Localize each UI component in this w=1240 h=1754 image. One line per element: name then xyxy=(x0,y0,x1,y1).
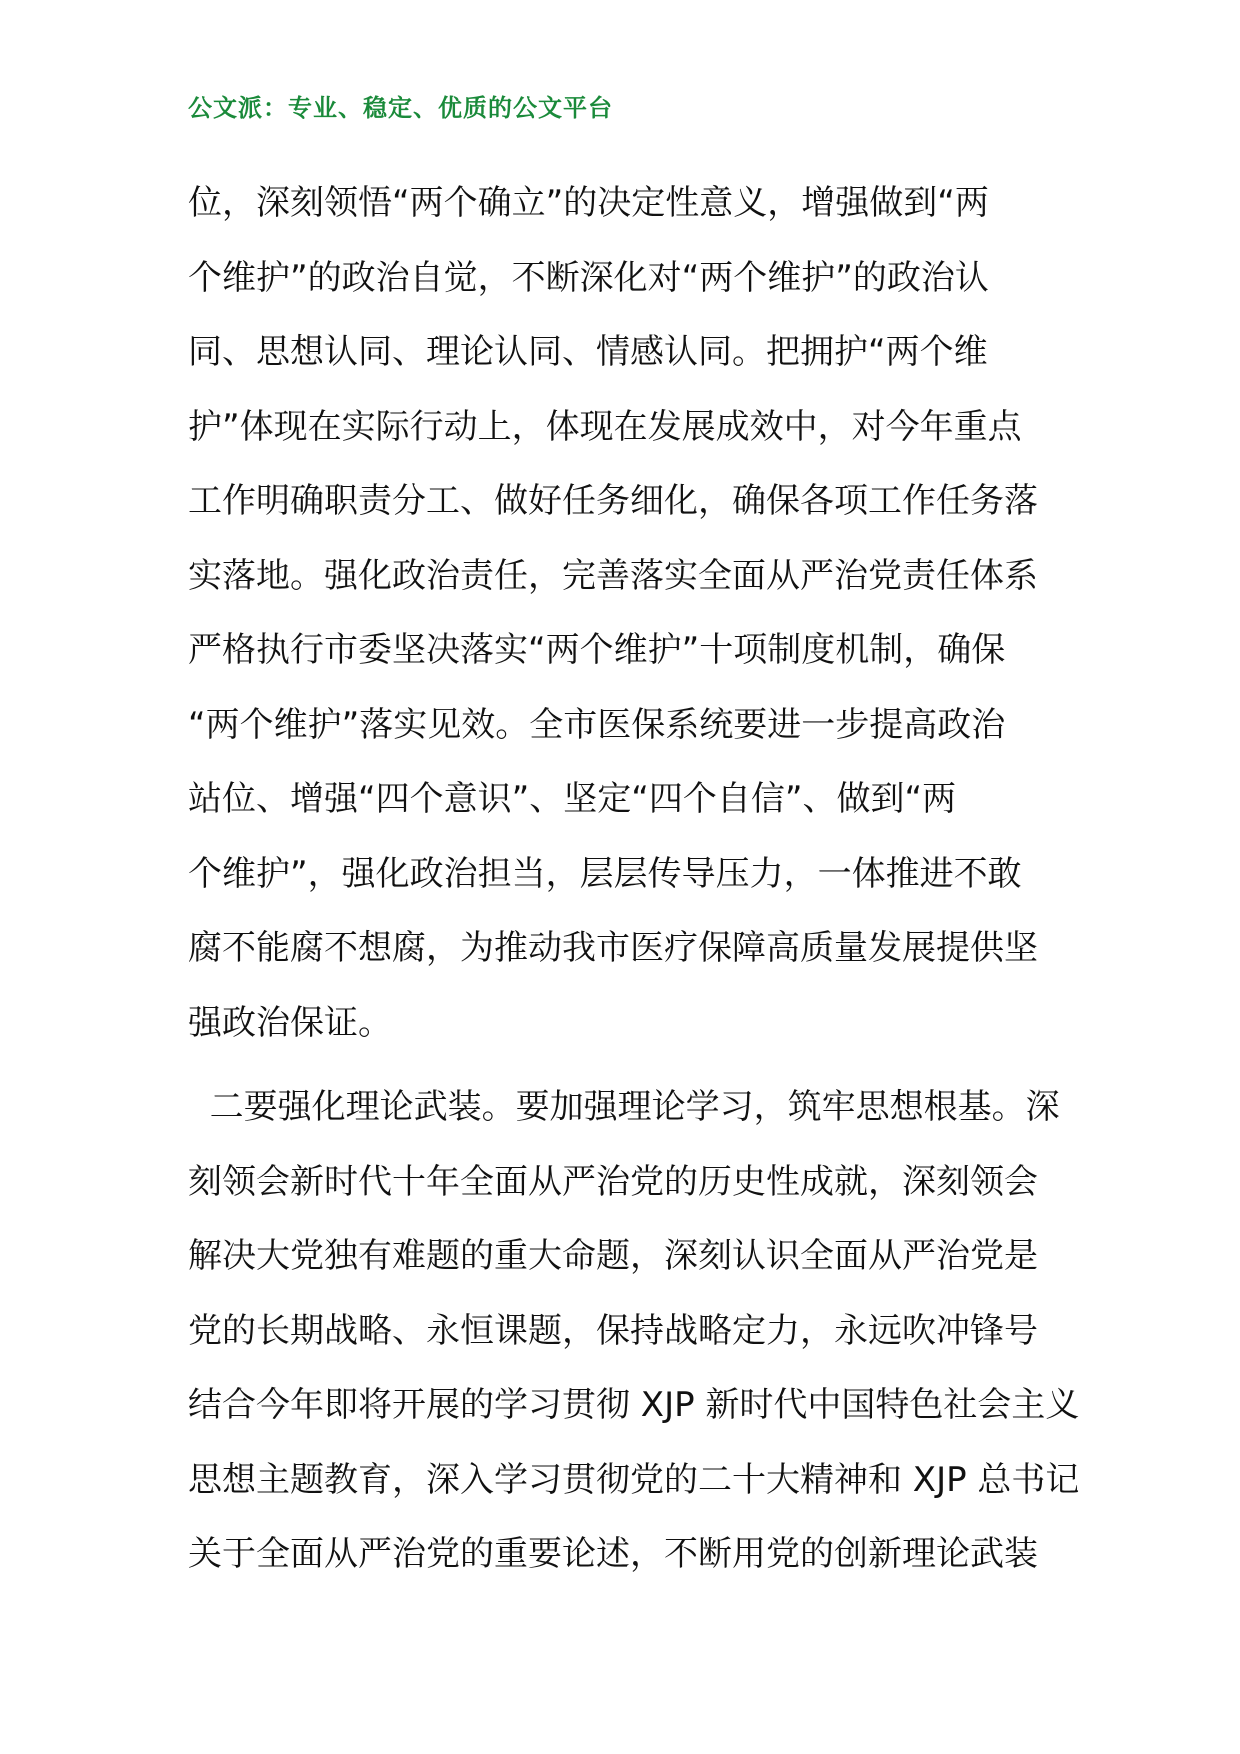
document-body xyxy=(188,166,1080,1592)
text-line: 站位、增强“四个意识”、坚定“四个自信”、做到“两 xyxy=(188,779,957,819)
text-line: 护”体现在实际行动上，体现在发展成效中，对今年重点 xyxy=(188,406,1022,447)
text-line: 腐不能腐不想腐，为推动我市医疗保障高质量发展提供坚 xyxy=(188,928,1038,968)
text-line: 结合今年即将开展的学习贯彻 XJP 新时代中国特色社会主义 xyxy=(188,1385,1080,1425)
text-line: “两个维护”落实见效。全市医保系统要进一步提高政治 xyxy=(188,704,1006,745)
text-line: 工作明确职责分工、做好任务细化，确保各项工作任务落 xyxy=(188,481,1038,521)
text-line: 二要强化理论武装。要加强理论学习，筑牢思想根基。深 xyxy=(188,1087,1060,1127)
text-line: 个维护”的政治自觉，不断深化对“两个维护”的政治认 xyxy=(188,257,989,298)
text-line: 强政治保证。 xyxy=(188,1002,392,1043)
text-line: 实落地。强化政治责任，完善落实全面从严治党责任体系 xyxy=(188,555,1038,596)
text-line: 刻领会新时代十年全面从严治党的历史性成就，深刻领会 xyxy=(188,1161,1038,1202)
text-line: 同、思想认同、理论认同、情感认同。把拥护“两个维 xyxy=(188,332,988,372)
text-line: 个维护”，强化政治担当，层层传导压力，一体推进不敢 xyxy=(188,853,1022,894)
text-line: 思想主题教育，深入学习贯彻党的二十大精神和 XJP 总书记 xyxy=(188,1459,1080,1500)
text-line: 严格执行市委坚决落实“两个维护”十项制度机制，确保 xyxy=(188,630,1006,670)
paragraph-2 xyxy=(188,1070,1080,1592)
text-line: 解决大党独有难题的重大命题，深刻认识全面从严治党是 xyxy=(188,1236,1038,1276)
text-line: 党的长期战略、永恒课题，保持战略定力，永远吹冲锋号 xyxy=(188,1310,1038,1351)
paragraph-1 xyxy=(188,166,1068,1060)
text-line: 位，深刻领悟“两个确立”的决定性意义，增强做到“两 xyxy=(188,183,989,223)
text-line: 关于全面从严治党的重要论述，不断用党的创新理论武装 xyxy=(188,1534,1038,1574)
site-slogan-header: 公文派：专业、稳定、优质的公文平台 xyxy=(188,94,613,122)
paragraph-gap xyxy=(188,1060,1068,1070)
